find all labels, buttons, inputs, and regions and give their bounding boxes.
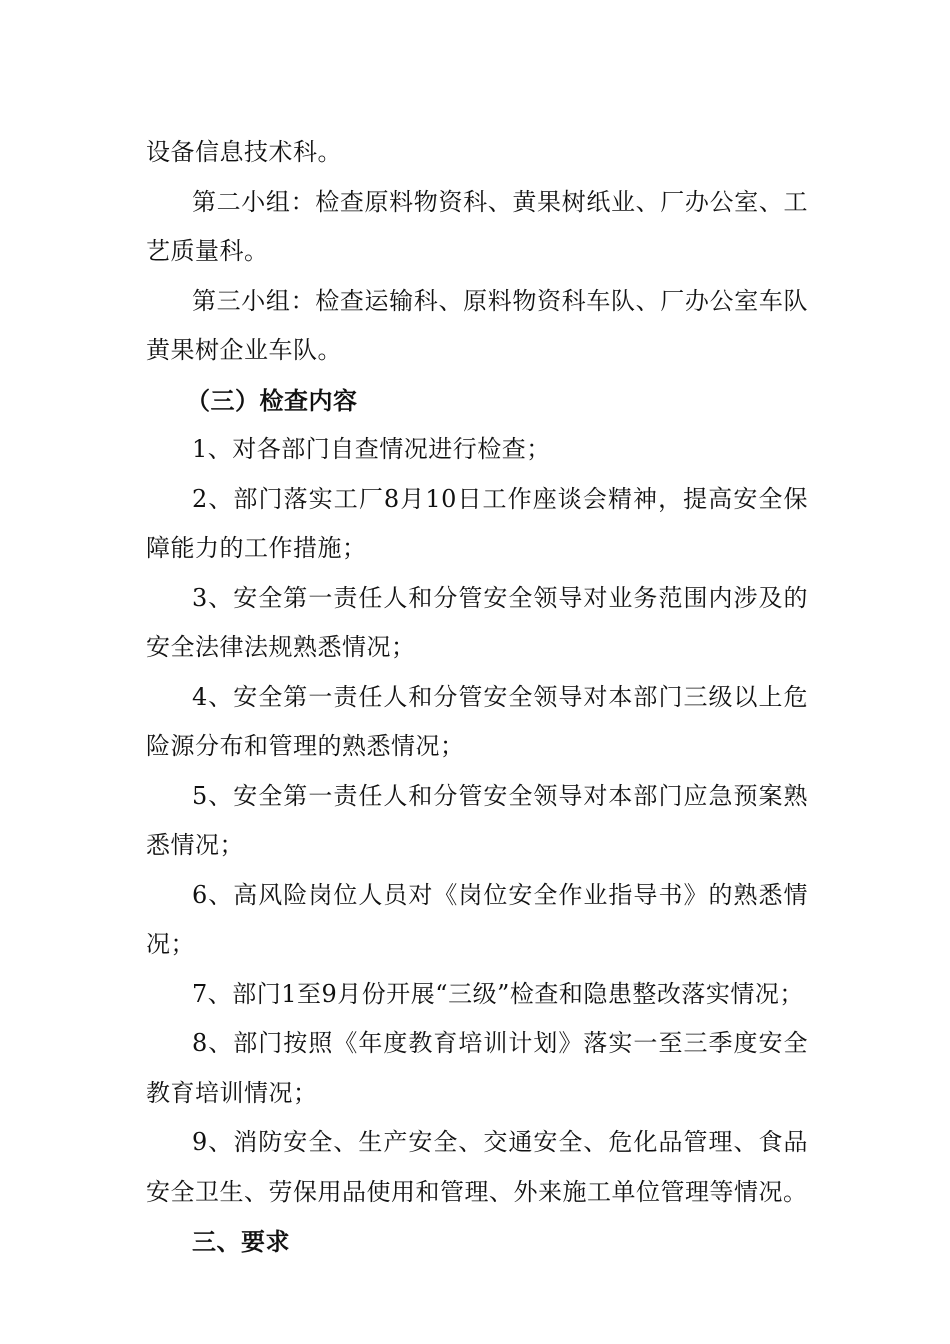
list-item-8: 8、部门按照《年度教育培训计划》落实一至三季度安全教育培训情况； bbox=[146, 1029, 808, 1107]
list-item-7: 7、部门1至9月份开展“三级”检查和隐患整改落实情况； bbox=[192, 979, 804, 1008]
list-item-5: 5、安全第一责任人和分管安全领导对本部门应急预案熟悉情况； bbox=[146, 781, 808, 859]
paragraph-group-three: 第三小组：检查运输科、原料物资科车队、厂办公室车队黄果树企业车队。 bbox=[146, 286, 808, 364]
section-heading-inspection-content: （三）检查内容 bbox=[186, 385, 358, 415]
list-item-1: 1、对各部门自查情况进行检查； bbox=[192, 435, 551, 463]
list-item-6: 6、高风险岗位人员对《岗位安全作业指导书》的熟悉情况； bbox=[146, 880, 808, 958]
list-item-9: 9、消防安全、生产安全、交通安全、危化品管理、食品安全卫生、劳保用品使用和管理、外来施工单位管理等情况。 bbox=[146, 1128, 808, 1206]
document-body bbox=[146, 128, 808, 1267]
list-item-4: 4、安全第一责任人和分管安全领导对本部门三级以上危险源分布和管理的熟悉情况； bbox=[146, 682, 808, 760]
list-item-3: 3、安全第一责任人和分管安全领导对业务范围内涉及的安全法律法规熟悉情况； bbox=[146, 583, 808, 661]
paragraph-group-two: 第二小组：检查原料物资科、黄果树纸业、厂办公室、工艺质量科。 bbox=[146, 187, 808, 265]
paragraph-continuation: 设备信息技术科。 bbox=[146, 138, 342, 166]
list-item-2: 2、部门落实工厂8月10日工作座谈会精神，提高安全保障能力的工作措施； bbox=[146, 484, 808, 562]
section-heading-requirements: 三、要求 bbox=[192, 1227, 290, 1256]
